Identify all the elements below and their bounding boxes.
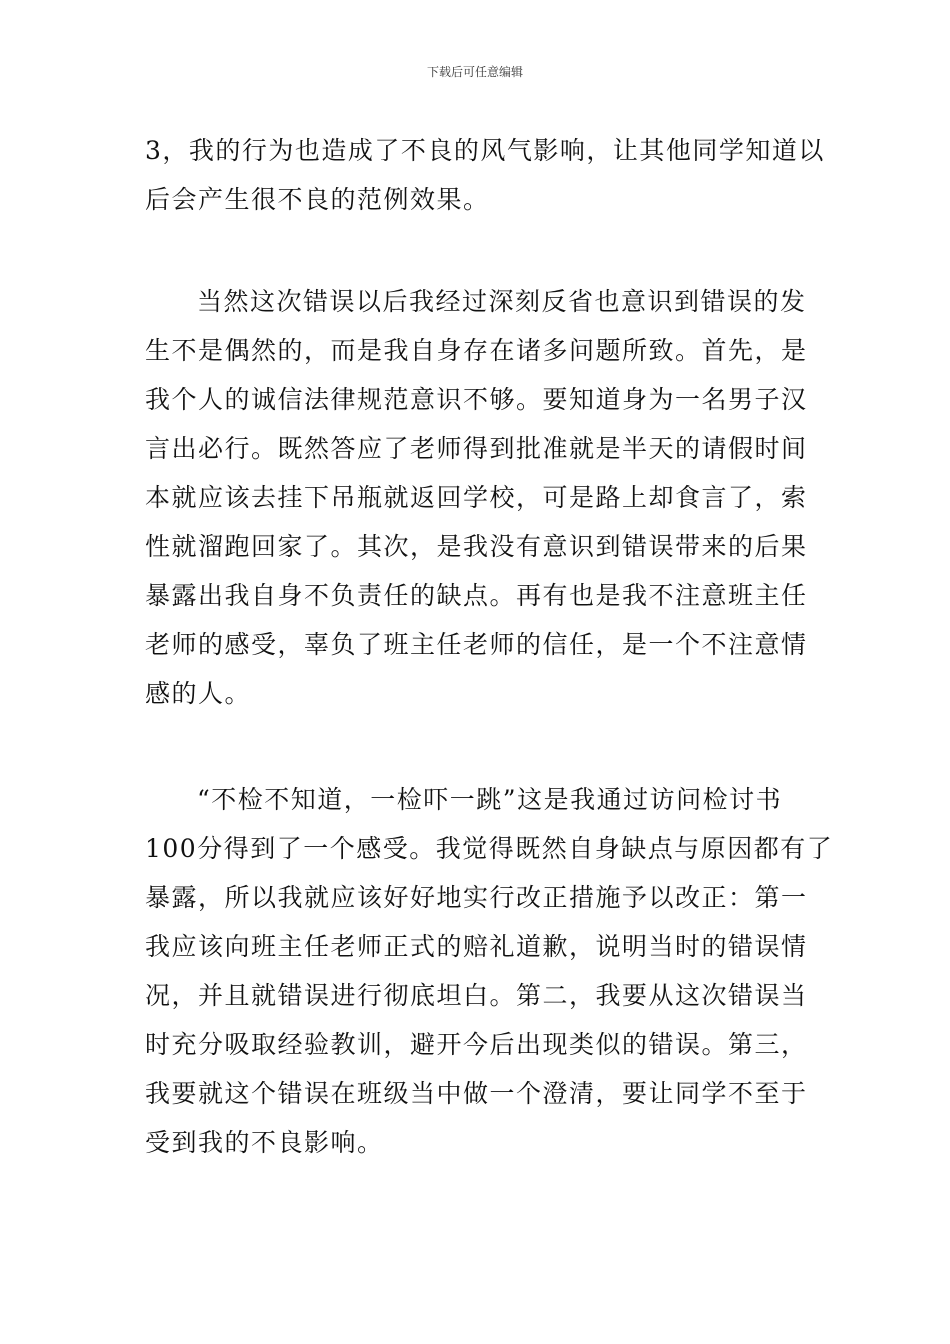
text-line: 言出必行。既然答应了老师得到批准就是半天的请假时间: [145, 434, 808, 463]
text-line: 暴露出我自身不负责任的缺点。再有也是我不注意班主任: [145, 581, 808, 610]
text-line: 后会产生很不良的范例效果。: [145, 185, 490, 214]
text-line: 感的人。: [145, 679, 252, 708]
text-line: 生不是偶然的，而是我自身存在诸多问题所致。首先，是: [145, 336, 808, 365]
text-line: 时充分吸取经验教训，避开今后出现类似的错误。第三，: [145, 1030, 808, 1059]
text-line: “不检不知道，一检吓一跳”这是我通过访问检讨书: [197, 785, 783, 814]
text-line: 老师的感受，辜负了班主任老师的信任，是一个不注意情: [145, 630, 808, 659]
text-line: 100分得到了一个感受。我觉得既然自身缺点与原因都有了: [145, 834, 834, 863]
text-line: 3，我的行为也造成了不良的风气影响，让其他同学知道以: [145, 136, 825, 165]
paragraph-1: [145, 126, 825, 224]
text-line: 我个人的诚信法律规范意识不够。要知道身为一名男子汉: [145, 385, 808, 414]
text-line: 况，并且就错误进行彻底坦白。第二，我要从这次错误当: [145, 981, 808, 1010]
text-line: 我要就这个错误在班级当中做一个澄清，要让同学不至于: [145, 1079, 808, 1108]
text-line: 本就应该去挂下吊瓶就返回学校，可是路上却食言了，索: [145, 483, 808, 512]
text-line: 暴露，所以我就应该好好地实行改正措施予以改正：第一: [145, 883, 808, 912]
text-line: 我应该向班主任老师正式的赔礼道歉，说明当时的错误情: [145, 932, 808, 961]
paragraph-2: [145, 277, 810, 718]
text-line: 受到我的不良影响。: [145, 1128, 384, 1157]
paragraph-3: [145, 775, 834, 1167]
page-header: 下载后可任意编辑: [426, 65, 523, 79]
text-line: 性就溜跑回家了。其次，是我没有意识到错误带来的后果: [145, 532, 808, 561]
text-line: 当然这次错误以后我经过深刻反省也意识到错误的发: [197, 287, 807, 316]
